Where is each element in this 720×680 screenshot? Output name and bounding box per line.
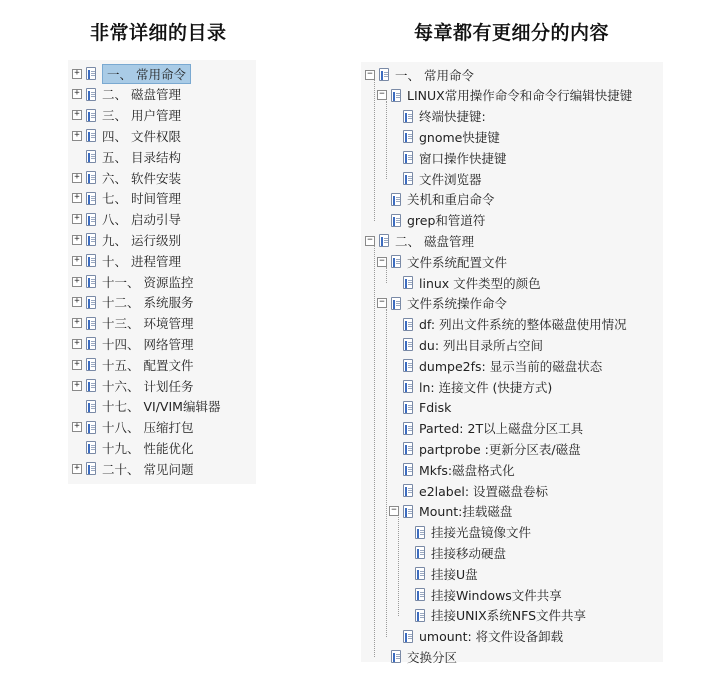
document-icon [86,317,96,330]
document-icon [391,214,401,227]
tree-node[interactable] [389,501,512,522]
tree-node-label: 十、 进程管理 [102,253,181,269]
document-icon [86,192,96,205]
chapter-detail-tree [361,62,663,665]
tree-node[interactable] [365,230,474,251]
tree-node[interactable] [401,542,506,563]
tree-node-label: Fdisk [419,399,452,415]
tree-node[interactable] [389,418,583,439]
tree-node-label: e2label: 设置磁盘卷标 [419,483,549,499]
tree-node[interactable] [72,84,181,105]
tree-node[interactable] [401,584,562,605]
expand-icon[interactable]: + [72,360,82,370]
left-heading: 非常详细的目录 [90,22,227,44]
tree-node[interactable] [72,167,181,188]
tree-node-label: 十九、 性能优化 [102,440,194,456]
tree-node-label: 五、 目录结构 [102,149,181,165]
tree-node[interactable] [389,438,581,459]
tree-node-label: 文件系统操作命令 [407,296,508,312]
document-icon [403,130,413,143]
document-icon [403,630,413,643]
tree-node-label: 挂接光盘镜像文件 [431,525,532,541]
tree-node-label: 三、 用户管理 [102,108,181,124]
tree-node-label: 文件浏览器 [419,171,482,187]
document-icon [86,67,96,80]
tree-node-label: 挂接U盘 [431,566,478,582]
expand-icon[interactable]: + [72,297,82,307]
tree-node-label: gnome快捷键 [419,129,500,145]
document-icon [403,463,413,476]
document-icon [403,505,413,518]
collapse-icon[interactable]: − [377,257,387,267]
tree-guide-line [386,101,387,179]
tree-node[interactable] [401,522,531,543]
document-icon [391,255,401,268]
expand-icon[interactable]: + [72,173,82,183]
tree-node[interactable] [72,458,193,479]
document-icon [415,609,425,622]
tree-node[interactable] [72,250,181,271]
document-icon [403,110,413,123]
document-icon [86,379,96,392]
tree-node[interactable] [72,396,220,417]
document-icon [86,358,96,371]
tree-node[interactable] [389,334,543,355]
tree-node-label: partprobe :更新分区表/磁盘 [419,441,581,457]
tree-node[interactable] [389,626,563,647]
document-icon [391,650,401,663]
document-icon [391,89,401,102]
expand-icon[interactable]: + [72,339,82,349]
tree-node-label: 四、 文件权限 [102,128,181,144]
document-icon [86,441,96,454]
tree-node[interactable] [389,376,552,397]
document-icon [403,359,413,372]
tree-node[interactable] [389,314,627,335]
expand-icon[interactable]: + [72,235,82,245]
collapse-icon[interactable]: − [377,298,387,308]
expand-icon[interactable]: + [72,110,82,120]
document-icon [415,526,425,539]
tree-node[interactable] [72,375,193,396]
tree-node[interactable] [377,189,495,210]
tree-node-label: Mkfs:磁盘格式化 [419,462,515,478]
document-icon [403,318,413,331]
document-icon [86,275,96,288]
tree-node-label: grep和管道符 [407,213,486,229]
tree-node[interactable] [365,64,474,85]
expand-icon[interactable]: + [72,193,82,203]
tree-node-label: 二、 磁盘管理 [395,233,474,249]
tree-node-label: 十一、 资源监控 [102,274,194,290]
document-icon [86,171,96,184]
tree-node[interactable] [72,437,193,458]
tree-node[interactable] [72,417,193,438]
document-icon [86,109,96,122]
tree-node[interactable] [72,271,193,292]
tree-node-label: 一、 常用命令 [395,67,474,83]
expand-icon[interactable]: + [72,381,82,391]
tree-node[interactable] [377,85,632,106]
document-icon [415,567,425,580]
tree-node-label: dumpe2fs: 显示当前的磁盘状态 [419,358,603,374]
tree-node-label: du: 列出目录所占空间 [419,337,544,353]
tree-node[interactable] [389,272,541,293]
tree-node[interactable] [72,63,190,84]
document-icon [86,400,96,413]
tree-node[interactable] [72,105,181,126]
tree-node[interactable] [72,333,193,354]
table-of-contents-tree [68,60,256,484]
tree-node[interactable] [389,355,602,376]
expand-icon[interactable]: + [72,464,82,474]
document-icon [403,338,413,351]
tree-node-label: 六、 软件安装 [102,170,181,186]
document-icon [403,380,413,393]
document-icon [415,588,425,601]
document-icon [379,68,389,81]
tree-guide-line [398,517,399,616]
document-icon [415,546,425,559]
tree-node-label: linux 文件类型的颜色 [419,275,541,291]
tree-node[interactable] [72,146,181,167]
tree-node-label: 二、 磁盘管理 [102,87,181,103]
tree-node-label: 终端快捷键: [419,109,486,125]
tree-node[interactable] [401,605,586,626]
tree-guide-line [374,246,375,657]
collapse-icon[interactable]: − [365,70,375,80]
document-icon [86,421,96,434]
collapse-icon[interactable]: − [389,506,399,516]
tree-node-label: Mount:挂载磁盘 [419,504,513,520]
tree-node[interactable] [389,397,451,418]
tree-node-label: 七、 时间管理 [102,191,181,207]
document-icon [86,337,96,350]
tree-node[interactable] [72,229,181,250]
tree-node-label: 一、 常用命令 [103,65,190,83]
expand-icon[interactable]: + [72,256,82,266]
document-icon [403,422,413,435]
tree-node[interactable] [72,209,181,230]
document-icon [379,234,389,247]
tree-guide-line [386,267,387,283]
tree-node[interactable] [389,106,486,127]
tree-node[interactable] [377,293,507,314]
tree-node-label: 交换分区 [407,649,458,665]
tree-node-label: 二十、 常见问题 [102,461,194,477]
tree-node-label: 八、 启动引导 [102,212,181,228]
tree-node-label: 挂接UNIX系统NFS文件共享 [431,608,587,624]
tree-node[interactable] [389,480,548,501]
tree-node-label: 十七、 VI/VIM编辑器 [102,399,221,415]
tree-node[interactable] [389,147,507,168]
expand-icon[interactable]: + [72,69,82,79]
document-icon [86,296,96,309]
tree-node-label: 十三、 环境管理 [102,316,194,332]
expand-icon[interactable]: + [72,422,82,432]
tree-node[interactable] [389,168,482,189]
document-icon [86,462,96,475]
document-icon [403,172,413,185]
tree-node[interactable] [401,563,478,584]
tree-node[interactable] [72,313,193,334]
tree-node-label: 十六、 计划任务 [102,378,194,394]
tree-node[interactable] [72,125,181,146]
tree-node[interactable] [72,188,181,209]
tree-node[interactable] [72,292,193,313]
tree-guide-line [386,309,387,637]
tree-node-label: 十四、 网络管理 [102,336,194,352]
tree-node-label: 十二、 系统服务 [102,295,194,311]
document-icon [86,233,96,246]
document-icon [86,129,96,142]
right-heading: 每章都有更细分的内容 [414,22,610,44]
tree-node[interactable] [377,251,507,272]
tree-node-label: 关机和重启命令 [407,192,495,208]
expand-icon[interactable]: + [72,318,82,328]
tree-guide-line [374,80,375,221]
tree-node-label: Parted: 2T以上磁盘分区工具 [419,421,584,437]
document-icon [403,484,413,497]
tree-node[interactable] [377,210,485,231]
expand-icon[interactable]: + [72,89,82,99]
tree-node-label: ln: 连接文件 (快捷方式) [419,379,553,395]
tree-node[interactable] [389,459,515,480]
document-icon [403,401,413,414]
tree-node[interactable] [377,646,457,667]
document-icon [403,442,413,455]
expand-icon[interactable]: + [72,277,82,287]
document-icon [86,254,96,267]
tree-node[interactable] [389,126,500,147]
document-icon [403,151,413,164]
document-icon [391,193,401,206]
tree-node-label: 挂接移动硬盘 [431,545,507,561]
tree-node-label: LINUX常用操作命令和命令行编辑快捷键 [407,88,633,104]
collapse-icon[interactable]: − [377,90,387,100]
tree-node-label: df: 列出文件系统的整体磁盘使用情况 [419,317,627,333]
document-icon [403,276,413,289]
document-icon [86,213,96,226]
collapse-icon[interactable]: − [365,236,375,246]
tree-node-label: 文件系统配置文件 [407,254,508,270]
tree-node[interactable] [72,354,193,375]
tree-node-label: 十五、 配置文件 [102,357,194,373]
document-icon [86,150,96,163]
document-icon [391,297,401,310]
tree-node-label: 十八、 压缩打包 [102,420,194,436]
tree-node-label: 窗口操作快捷键 [419,150,507,166]
expand-icon[interactable]: + [72,131,82,141]
document-icon [86,88,96,101]
tree-node-label: umount: 将文件设备卸载 [419,629,564,645]
expand-icon[interactable]: + [72,214,82,224]
tree-node-label: 挂接Windows文件共享 [431,587,562,603]
tree-node-label: 九、 运行级别 [102,232,181,248]
